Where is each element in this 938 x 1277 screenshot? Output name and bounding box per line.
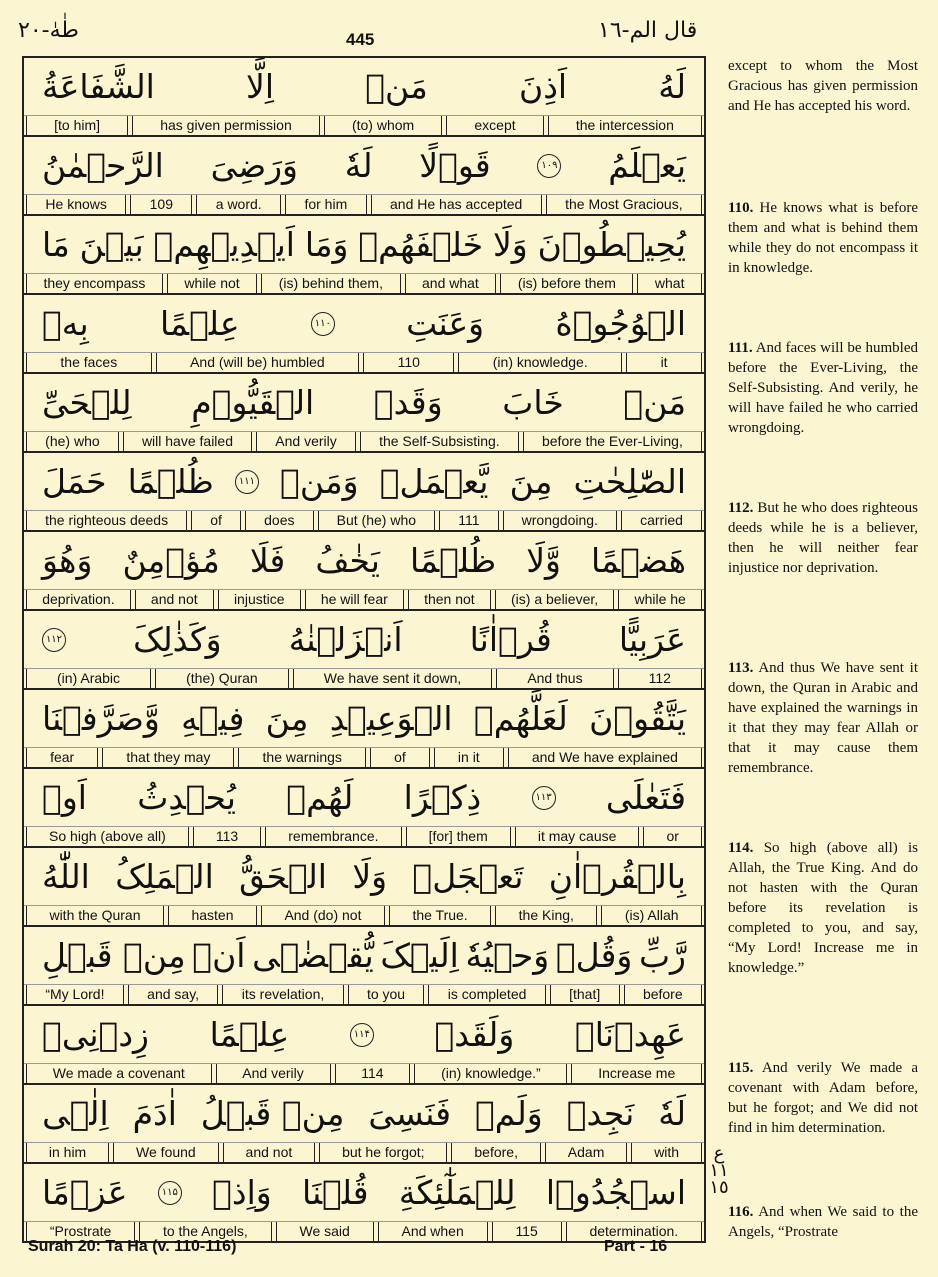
english-gloss: while he: [618, 590, 702, 609]
english-gloss: while not: [167, 274, 257, 293]
arabic-word: رَّبِّ: [638, 936, 686, 975]
english-gloss: and not: [135, 590, 214, 609]
english-gloss: carried: [621, 511, 702, 530]
english-gloss: the faces: [26, 353, 152, 372]
arabic-word: مِنَ: [509, 462, 553, 501]
english-gloss: (in) Arabic: [26, 669, 151, 688]
arabic-word: اِلٰۤی: [42, 1094, 109, 1133]
english-gloss: he will fear: [305, 590, 404, 609]
verse-row: [24, 58, 704, 137]
verse-row: [24, 1006, 704, 1085]
english-gloss: in it: [434, 748, 504, 767]
arabic-word: ذِکۡرًا: [403, 778, 482, 817]
arabic-word: بِالۡقُرۡاٰنِ: [548, 857, 686, 896]
verse-row: [24, 848, 704, 927]
arabic-word: مِنَ: [265, 699, 309, 738]
arabic-word: الۡوَعِیۡدِ: [329, 699, 453, 738]
arabic-word: زِدۡنِیۡ: [42, 1015, 149, 1054]
gloss-line: [24, 510, 704, 530]
arabic-word: قُرۡاٰنًا: [469, 620, 552, 659]
arabic-word: اَیۡدِیۡهِمۡ: [153, 225, 295, 264]
arabic-line: [24, 850, 704, 903]
arabic-word: خَابَ: [502, 383, 564, 422]
english-gloss: remembrance.: [265, 827, 401, 846]
arabic-line: [24, 613, 704, 666]
ayah-number-marker: ۱۱۱: [235, 470, 259, 494]
arabic-line: [24, 139, 704, 192]
arabic-line: [24, 534, 704, 587]
arabic-word: مَنۡ: [623, 383, 686, 422]
english-gloss: will have failed: [123, 432, 252, 451]
english-gloss: 111: [439, 511, 498, 530]
arabic-word: بَیۡنَ: [79, 225, 144, 264]
arabic-word: مِنۡ قَبۡلِ: [42, 936, 186, 975]
english-gloss: “My Lord!: [26, 985, 124, 1004]
verse-row: [24, 927, 704, 1006]
arabic-word: لِلۡمَلٰٓئِکَةِ: [398, 1173, 516, 1212]
arabic-line: [24, 692, 704, 745]
english-gloss: Adam: [545, 1143, 627, 1162]
gloss-line: [24, 905, 704, 925]
arabic-line: [24, 455, 704, 508]
arabic-word: وَرَضِیَ: [210, 146, 298, 185]
arabic-line: [24, 218, 704, 271]
english-gloss: the Self-Subsisting.: [360, 432, 519, 451]
arabic-word: وَقُلۡ: [555, 936, 633, 975]
english-gloss: (to) whom: [324, 116, 442, 135]
english-gloss: and We have explained: [508, 748, 702, 767]
page-footer: [0, 1230, 938, 1270]
english-gloss: with the Quran: [26, 906, 164, 925]
english-gloss: of: [191, 511, 241, 530]
arabic-word: وَلَقَدۡ: [434, 1015, 515, 1054]
arabic-word: وَمَا: [304, 225, 349, 264]
arabic-word: لَهٗ: [344, 146, 373, 185]
arabic-word: الۡحَقُّ: [239, 857, 327, 896]
arabic-word: اِلَّا: [246, 67, 275, 106]
arabic-line: [24, 1008, 704, 1061]
verse-row: [24, 611, 704, 690]
verse-row: [24, 295, 704, 374]
arabic-word: اٰدَمَ: [132, 1094, 177, 1133]
gloss-line: [24, 984, 704, 1004]
english-gloss: [to him]: [26, 116, 128, 135]
ayah-number-marker: ۱۱۰: [311, 312, 335, 336]
english-gloss: it: [626, 353, 702, 372]
gloss-line: [24, 747, 704, 767]
translation-paragraph: [728, 198, 918, 278]
translation-paragraph: [728, 658, 918, 778]
arabic-word: خَلۡفَهُمۡ: [358, 225, 484, 264]
arabic-word: وَلَا: [352, 857, 388, 896]
english-gloss: the intercession: [548, 116, 702, 135]
arabic-word: اَنۡزَلۡنٰهُ: [288, 620, 403, 659]
arabic-word: وَمَنۡ: [280, 462, 359, 501]
arabic-line: [24, 1166, 704, 1219]
english-gloss: injustice: [218, 590, 301, 609]
english-gloss: [that]: [550, 985, 620, 1004]
english-gloss: (in) knowledge.”: [414, 1064, 567, 1083]
english-gloss: (is) before them: [500, 274, 633, 293]
english-gloss: But (he) who: [318, 511, 436, 530]
arabic-word: عَزۡمًا: [42, 1173, 128, 1212]
arabic-word: لَهٗ: [658, 1094, 686, 1133]
arabic-word: وَقَدۡ: [373, 383, 443, 422]
arabic-word: اِلَیۡکَ: [380, 936, 459, 975]
english-gloss: what: [637, 274, 702, 293]
ayah-number-marker: ۱۱۲: [42, 628, 66, 652]
english-gloss: And (will be) humbled: [156, 353, 359, 372]
english-gloss: And thus: [496, 669, 613, 688]
arabic-word: عِلۡمًا: [159, 304, 240, 343]
english-gloss: 113: [193, 827, 261, 846]
arabic-word: وَّلَا: [526, 541, 561, 580]
english-gloss: before: [624, 985, 702, 1004]
english-gloss: except: [446, 116, 543, 135]
english-gloss: to the Angels,: [139, 1222, 272, 1241]
english-gloss: And (do) not: [261, 906, 385, 925]
english-gloss: for him: [285, 195, 367, 214]
translation-text: And verily We made a covenant with Adam before, but he forgot; and We did not find in him determination.: [728, 1060, 918, 1136]
english-gloss: We found: [113, 1143, 218, 1162]
english-gloss: 112: [618, 669, 702, 688]
english-gloss: (is) a believer,: [495, 590, 614, 609]
verse-number: 111.: [728, 340, 753, 356]
gloss-line: [24, 431, 704, 451]
translation-paragraph: [728, 498, 918, 578]
page-number: 445: [346, 30, 375, 49]
arabic-word: یَّعۡمَلۡ: [379, 462, 489, 501]
verse-number: 116.: [728, 1204, 754, 1220]
arabic-word: عَهِدۡنَاۤ: [574, 1015, 686, 1054]
english-gloss: before,: [451, 1143, 540, 1162]
english-gloss: fear: [26, 748, 98, 767]
english-gloss: 110: [363, 353, 454, 372]
english-gloss: with: [631, 1143, 702, 1162]
english-gloss: then not: [408, 590, 491, 609]
arabic-word: لَهُمۡ: [286, 778, 354, 817]
arabic-line: [24, 60, 704, 113]
arabic-word: وَلَمۡ: [474, 1094, 543, 1133]
arabic-word: وَعَنَتِ: [406, 304, 485, 343]
arabic-word: فَتَعٰلَی: [605, 778, 686, 817]
arabic-word: اسۡجُدُوۡا: [545, 1173, 686, 1212]
english-gloss: determination.: [566, 1222, 702, 1241]
arabic-word: یُحۡدِثُ: [137, 778, 236, 817]
english-gloss: 114: [335, 1064, 411, 1083]
gloss-line: [24, 194, 704, 214]
english-gloss: deprivation.: [26, 590, 131, 609]
gloss-line: [24, 115, 704, 135]
english-gloss: We made a covenant: [26, 1064, 212, 1083]
verse-row: [24, 374, 704, 453]
english-gloss: “Prostrate: [26, 1222, 135, 1241]
arabic-word: اَوۡ: [42, 778, 87, 817]
arabic-word: ظُلۡمًا: [127, 462, 214, 501]
english-gloss: has given permission: [132, 116, 320, 135]
arabic-word: لَعَلَّهُمۡ: [473, 699, 568, 738]
translation-text: And when We said to the Angels, “Prostrate: [728, 1204, 918, 1240]
footer-surah-info: Surah 20: Ta Ha (v. 110-116): [28, 1238, 237, 1255]
arabic-word: یَتَّقُوۡنَ: [589, 699, 686, 738]
arabic-word: فَنَسِیَ: [368, 1094, 452, 1133]
english-gloss: (is) Allah: [601, 906, 702, 925]
arabic-word: مُؤۡمِنٌ: [122, 541, 220, 580]
arabic-word: وَلَا: [492, 225, 528, 264]
juz-header-arabic: قال الم-١٦: [598, 18, 698, 43]
verse-number: 114.: [728, 840, 754, 856]
ayah-number-marker: ۱۱۴: [350, 1023, 374, 1047]
english-gloss: in him: [26, 1143, 109, 1162]
translation-text: And thus We have sent it down, the Quran in Arabic and have explained the warnings in it that they may fear Allah or that it may cause them remembrance.: [728, 660, 918, 776]
arabic-word: یَخٰفُ: [315, 541, 380, 580]
translation-paragraph: [728, 838, 918, 978]
verse-row: [24, 690, 704, 769]
arabic-word: بِهٖ: [42, 304, 89, 343]
arabic-line: [24, 771, 704, 824]
arabic-word: مَا: [42, 225, 70, 264]
english-gloss: and not: [223, 1143, 316, 1162]
english-gloss: We said: [276, 1222, 374, 1241]
translation-paragraph: [728, 56, 918, 116]
arabic-word: وَکَذٰلِکَ: [133, 620, 222, 659]
arabic-line: [24, 297, 704, 350]
arabic-word: فَلَا: [249, 541, 286, 580]
translation-paragraph: [728, 338, 918, 438]
english-gloss: 109: [130, 195, 192, 214]
arabic-word: وَاِذۡ: [212, 1173, 272, 1212]
english-gloss: (the) Quran: [155, 669, 289, 688]
english-gloss: the righteous deeds: [26, 511, 187, 530]
verse-row: [24, 769, 704, 848]
english-gloss: Increase me: [571, 1064, 702, 1083]
english-gloss: So high (above all): [26, 827, 189, 846]
arabic-word: اللّٰهُ: [42, 857, 90, 896]
arabic-word: نَجِدۡ: [566, 1094, 635, 1133]
gloss-line: [24, 273, 704, 293]
translation-paragraph: [728, 1058, 918, 1138]
verse-row: [24, 532, 704, 611]
arabic-word: لِلۡحَیِّ: [42, 383, 132, 422]
footer-part: Part - 16: [604, 1238, 668, 1255]
english-gloss: (is) behind them,: [261, 274, 400, 293]
english-gloss: that they may: [102, 748, 234, 767]
ayah-number-marker: ۱۱۳: [532, 786, 556, 810]
english-gloss: and say,: [128, 985, 219, 1004]
gloss-line: [24, 826, 704, 846]
gloss-line: [24, 352, 704, 372]
arabic-word: یَعۡلَمُ: [608, 146, 686, 185]
english-gloss: a word.: [196, 195, 281, 214]
english-gloss: the Most Gracious,: [546, 195, 702, 214]
arabic-word: یُحِیۡطُوۡنَ: [537, 225, 686, 264]
arabic-line: [24, 929, 704, 982]
arabic-word: ظُلۡمًا: [410, 541, 497, 580]
verse-row: [24, 1085, 704, 1164]
arabic-word: اَذِنَ: [518, 67, 568, 106]
english-gloss: And when: [378, 1222, 488, 1241]
arabic-word: قَوۡلًا: [419, 146, 491, 185]
english-gloss: [for] them: [406, 827, 511, 846]
english-gloss: We have sent it down,: [293, 669, 493, 688]
gloss-line: [24, 668, 704, 688]
arabic-word: حَمَلَ: [42, 462, 107, 501]
arabic-word: یُّقۡضٰۤی: [252, 936, 374, 975]
arabic-word: هَضۡمًا: [591, 541, 686, 580]
verse-number: 115.: [728, 1060, 754, 1076]
english-gloss: of: [370, 748, 430, 767]
ayah-number-marker: ۱۰۹: [537, 154, 561, 178]
gloss-line: [24, 589, 704, 609]
english-gloss: (in) knowledge.: [458, 353, 622, 372]
english-gloss: to you: [348, 985, 425, 1004]
english-gloss: does: [245, 511, 314, 530]
english-gloss: 115: [492, 1222, 562, 1241]
verse-number: 112.: [728, 500, 754, 516]
english-gloss: its revelation,: [222, 985, 343, 1004]
surah-header-arabic: طٰهٰ-٢٠: [18, 18, 79, 43]
arabic-word: عَرَبِیًّا: [618, 620, 686, 659]
arabic-word: الۡوُجُوۡهُ: [555, 304, 686, 343]
english-gloss: they encompass: [26, 274, 163, 293]
english-gloss: but he forgot;: [319, 1143, 447, 1162]
arabic-word: مَنۡ: [365, 67, 428, 106]
english-gloss: And verily: [216, 1064, 331, 1083]
translation-text: So high (above all) is Allah, the True King. And do not hasten with the Quran before its revelation is completed to you, and say, “My Lord! Increase me in knowledge.”: [728, 840, 918, 976]
english-gloss: the warnings: [238, 748, 366, 767]
verse-row: [24, 137, 704, 216]
arabic-word: وَهُوَ: [42, 541, 93, 580]
english-gloss: the True.: [389, 906, 491, 925]
word-by-word-grid: [22, 56, 706, 1243]
english-gloss: and He has accepted: [371, 195, 542, 214]
verse-row: [24, 453, 704, 532]
english-gloss: wrongdoing.: [503, 511, 617, 530]
translation-text: And faces will be humbled before the Ever-Living, the Self-Subsisting. And verily, he will have failed he who carried wrongdoing.: [728, 340, 918, 436]
arabic-word: الۡقَیُّوۡمِ: [191, 383, 315, 422]
arabic-word: الۡمَلِکُ: [115, 857, 214, 896]
english-gloss: or: [643, 827, 702, 846]
translation-text: He knows what is before them and what is behind them while they do not encompass it in knowledge.: [728, 200, 918, 276]
arabic-word: قُلۡنَا: [302, 1173, 369, 1212]
gloss-line: [24, 1063, 704, 1083]
verse-number: 110.: [728, 200, 754, 216]
english-gloss: it may cause: [515, 827, 640, 846]
translation-text: But he who does righteous deeds while he is a believer, then he will neither fear injustice nor deprivation.: [728, 500, 919, 576]
ayah-number-marker: ۱۱۵: [158, 1181, 182, 1205]
arabic-word: تَعۡجَلۡ: [412, 857, 524, 896]
arabic-word: عِلۡمًا: [209, 1015, 290, 1054]
arabic-line: [24, 376, 704, 429]
page-header: [0, 0, 938, 58]
english-gloss: before the Ever-Living,: [523, 432, 702, 451]
english-gloss: hasten: [168, 906, 257, 925]
verse-row: [24, 216, 704, 295]
arabic-word: مِنۡ قَبۡلُ: [200, 1094, 345, 1133]
ruku-mark: ع ١١ ١٥: [709, 1143, 729, 1198]
translation-text: except to whom the Most Gracious has given permission and He has accepted his word.: [728, 58, 918, 114]
gloss-line: [24, 1142, 704, 1162]
arabic-word: الصّٰلِحٰتِ: [573, 462, 686, 501]
english-gloss: and what: [405, 274, 497, 293]
arabic-word: اَنۡ: [192, 936, 246, 975]
english-gloss: is completed: [428, 985, 545, 1004]
english-gloss: And verily: [256, 432, 356, 451]
arabic-word: الشَّفَاعَةُ: [42, 67, 155, 106]
arabic-word: لَهُ: [658, 67, 686, 106]
arabic-line: [24, 1087, 704, 1140]
arabic-word: الرَّحۡمٰنُ: [42, 146, 164, 185]
english-gloss: the King,: [495, 906, 597, 925]
english-gloss: (he) who: [26, 432, 119, 451]
arabic-word: وَحۡیُهٗ: [465, 936, 550, 975]
arabic-word: وَّصَرَّفۡنَا: [42, 699, 160, 738]
verse-number: 113.: [728, 660, 754, 676]
arabic-word: فِیۡهِ: [181, 699, 245, 738]
english-gloss: He knows: [26, 195, 126, 214]
